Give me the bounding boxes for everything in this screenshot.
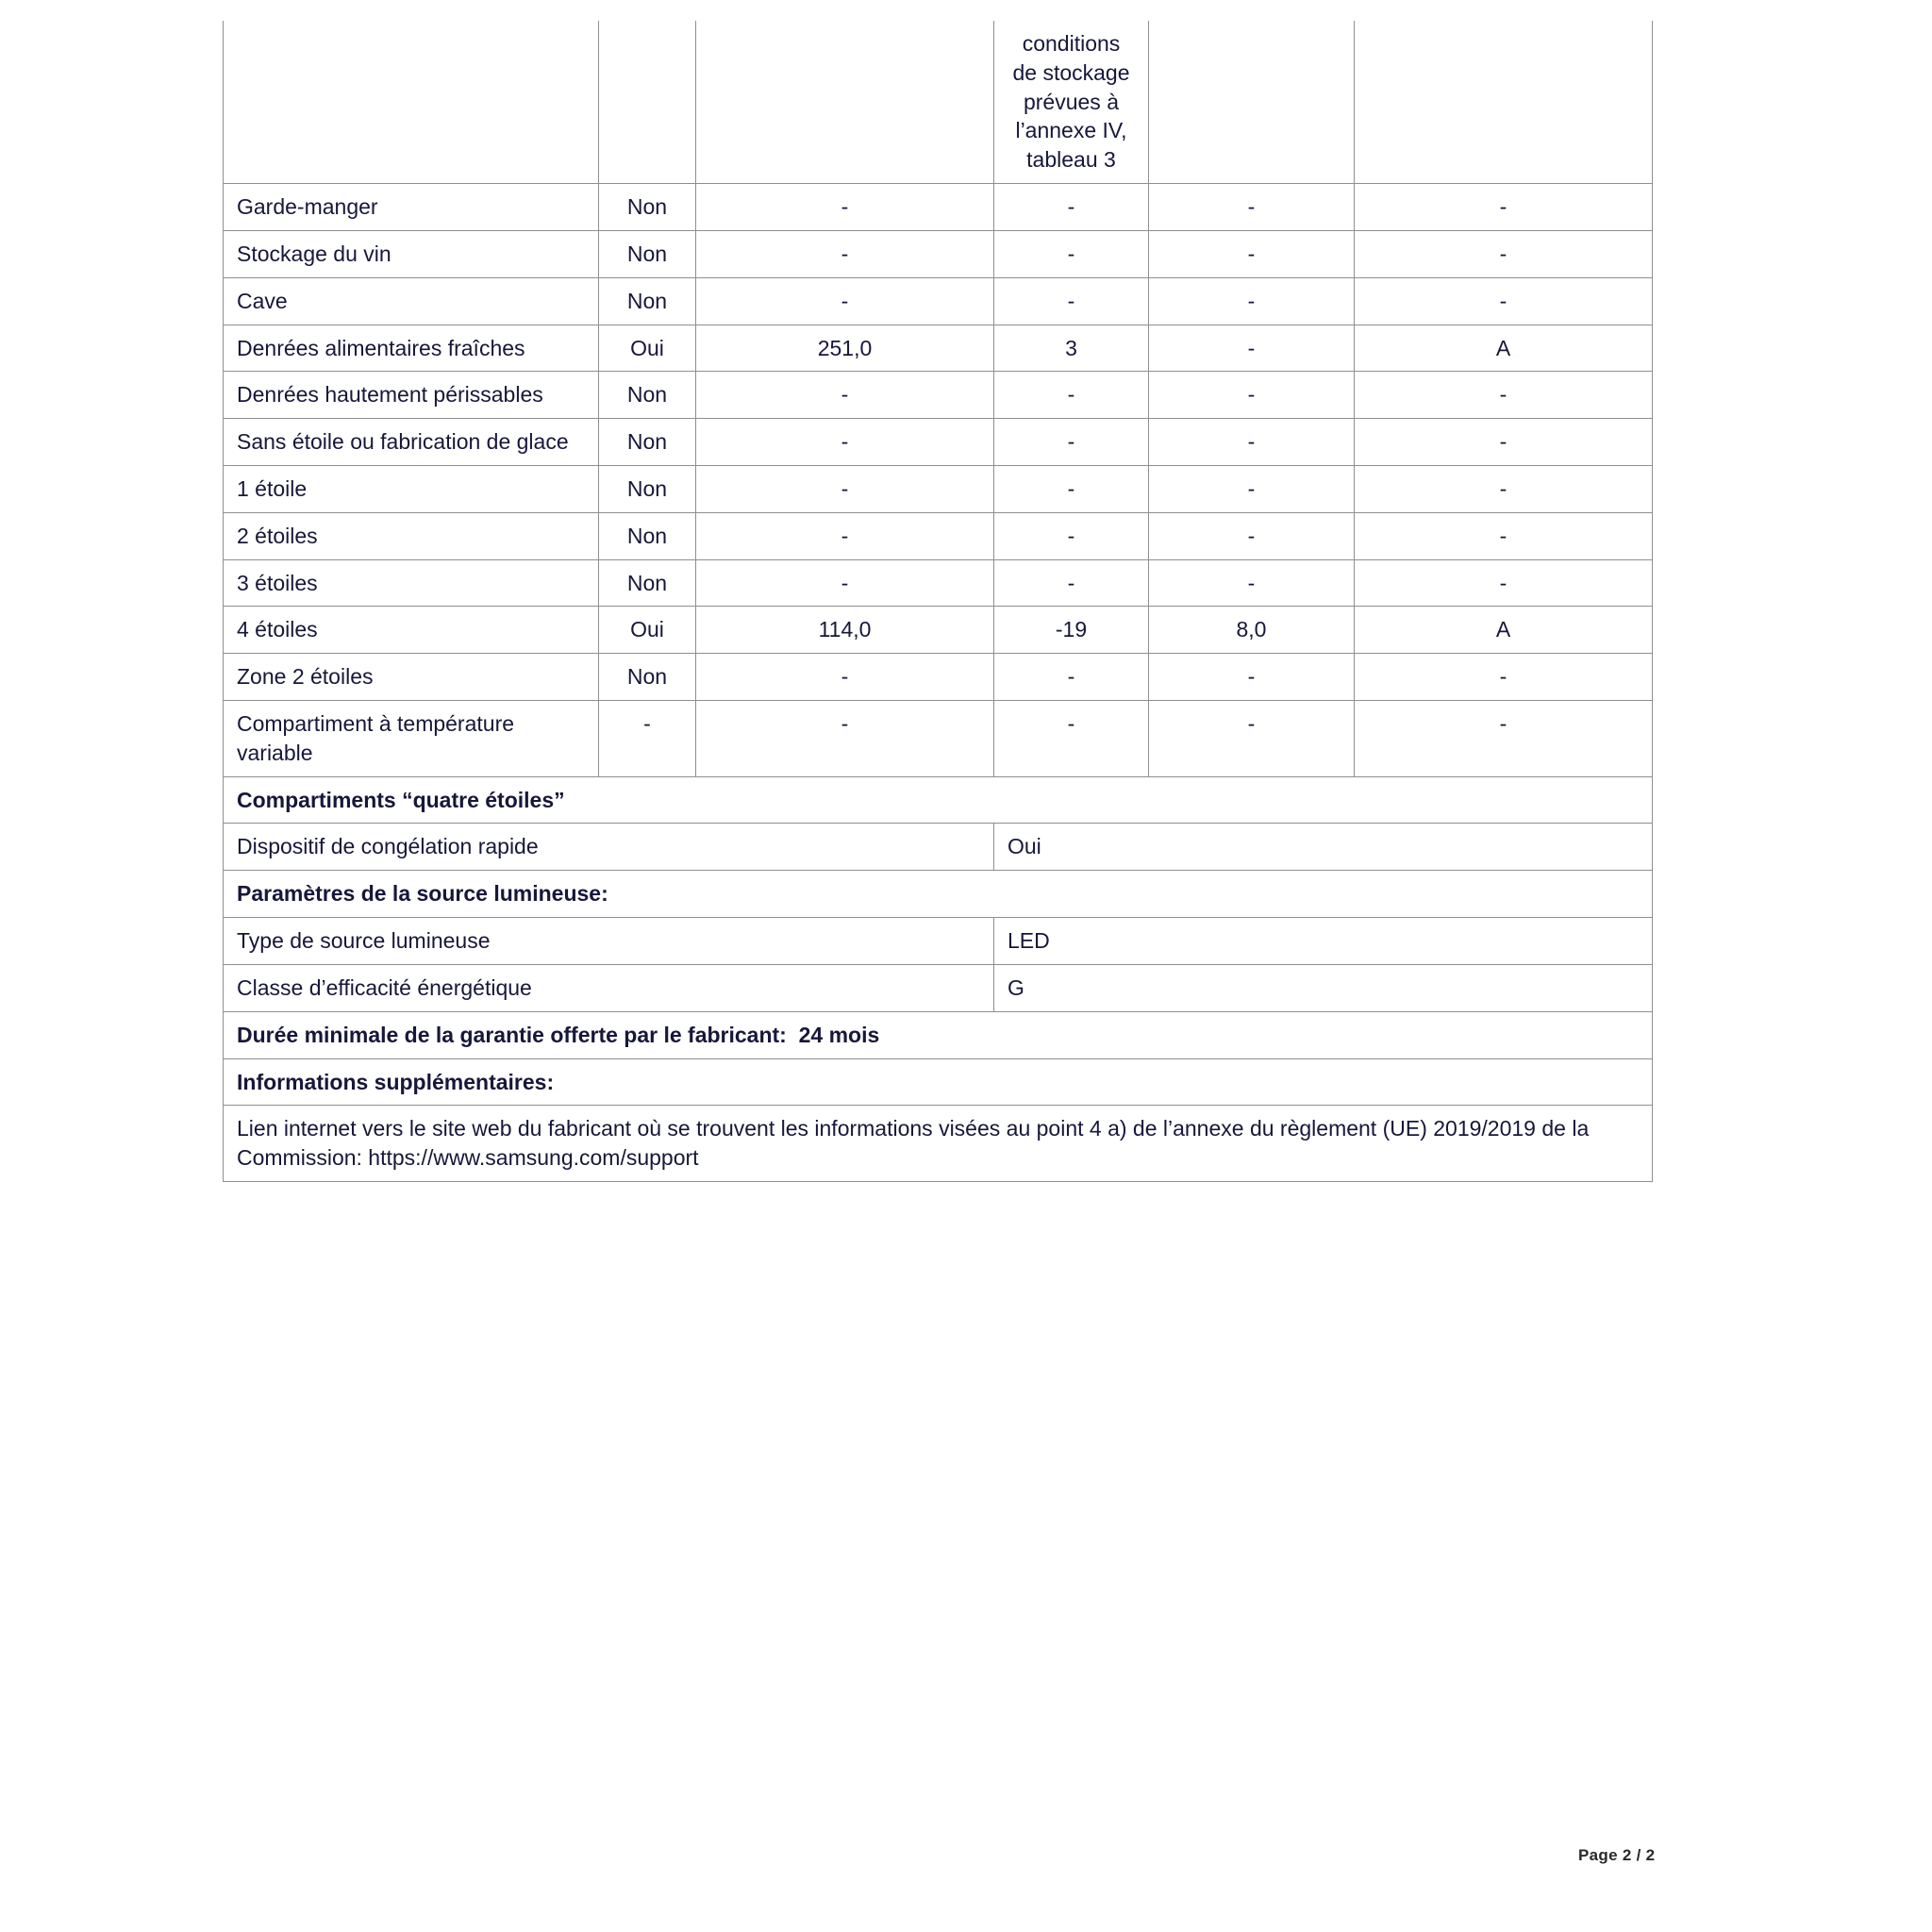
cell-humidity: - [1149, 465, 1355, 512]
cell-humidity: - [1149, 230, 1355, 277]
cell-temperature: - [994, 419, 1149, 466]
cell-humidity: - [1149, 654, 1355, 701]
table-row [224, 325, 1653, 372]
cell-temperature: - [994, 372, 1149, 419]
cell-temperature: - [994, 701, 1149, 777]
table-row [224, 184, 1653, 231]
cell-compartment-label: Stockage du vin [224, 230, 599, 277]
additional-info-text: Lien internet vers le site web du fabricant où se trouvent les informations visées au point 4 a) de l’annexe du règlement (UE) 2019/2019 de la Commission: https://www.samsung.com/support [224, 1106, 1653, 1182]
cell-compartment-label: Denrées alimentaires fraîches [224, 325, 599, 372]
light-source-section-title: Paramètres de la source lumineuse: [224, 871, 1653, 918]
cell-class: - [1355, 230, 1653, 277]
table-row-additional-info-text [224, 1106, 1653, 1182]
table-row [224, 607, 1653, 654]
section-row-additional-info [224, 1058, 1653, 1106]
header-cell-humidity [1149, 21, 1355, 184]
table-row-light-type [224, 918, 1653, 965]
table-row [224, 465, 1653, 512]
cell-volume: 114,0 [696, 607, 994, 654]
spec-sheet [223, 21, 1652, 1182]
light-efficiency-value: G [994, 964, 1653, 1011]
cell-present: Non [599, 419, 696, 466]
cell-present: Oui [599, 325, 696, 372]
cell-humidity: - [1149, 184, 1355, 231]
cell-temperature: -19 [994, 607, 1149, 654]
cell-temperature: - [994, 512, 1149, 559]
cell-temperature: - [994, 277, 1149, 325]
warranty-value: 24 mois [798, 1022, 880, 1047]
cell-class: - [1355, 184, 1653, 231]
table-row [224, 277, 1653, 325]
cell-compartment-label: 1 étoile [224, 465, 599, 512]
cell-volume: - [696, 372, 994, 419]
cell-present: Oui [599, 607, 696, 654]
cell-humidity: - [1149, 559, 1355, 607]
table-row-fast-freeze [224, 824, 1653, 871]
product-information-table [223, 21, 1653, 1182]
table-row [224, 654, 1653, 701]
cell-volume: - [696, 277, 994, 325]
cell-compartment-label: Cave [224, 277, 599, 325]
cell-class: - [1355, 701, 1653, 777]
light-efficiency-label: Classe d’efficacité énergétique [224, 964, 994, 1011]
table-row [224, 559, 1653, 607]
cell-humidity: - [1149, 325, 1355, 372]
table-row-light-efficiency [224, 964, 1653, 1011]
cell-temperature: - [994, 654, 1149, 701]
table-header-row [224, 21, 1653, 184]
cell-volume: - [696, 512, 994, 559]
cell-compartment-label: 4 étoiles [224, 607, 599, 654]
fast-freeze-label: Dispositif de congélation rapide [224, 824, 994, 871]
cell-present: Non [599, 654, 696, 701]
cell-present: Non [599, 559, 696, 607]
header-cell-volume [696, 21, 994, 184]
cell-compartment-label: 2 étoiles [224, 512, 599, 559]
additional-info-title: Informations supplémentaires: [224, 1058, 1653, 1106]
cell-present: Non [599, 465, 696, 512]
cell-compartment-label: Zone 2 étoiles [224, 654, 599, 701]
cell-class: - [1355, 559, 1653, 607]
table-row [224, 701, 1653, 777]
cell-class: - [1355, 419, 1653, 466]
cell-present: Non [599, 372, 696, 419]
cell-class: - [1355, 372, 1653, 419]
cell-class: - [1355, 465, 1653, 512]
cell-volume: - [696, 184, 994, 231]
header-cell-label [224, 21, 599, 184]
cell-present: Non [599, 512, 696, 559]
cell-compartment-label: Denrées hautement périssables [224, 372, 599, 419]
cell-humidity: - [1149, 701, 1355, 777]
cell-class: - [1355, 277, 1653, 325]
cell-volume: - [696, 465, 994, 512]
light-source-type-value: LED [994, 918, 1653, 965]
section-row-light-source [224, 871, 1653, 918]
table-row-warranty [224, 1011, 1653, 1058]
cell-present: Non [599, 184, 696, 231]
table-row [224, 230, 1653, 277]
cell-humidity: 8,0 [1149, 607, 1355, 654]
cell-humidity: - [1149, 512, 1355, 559]
cell-volume: - [696, 654, 994, 701]
four-star-section-title: Compartiments “quatre étoiles” [224, 776, 1653, 824]
cell-volume: 251,0 [696, 325, 994, 372]
cell-compartment-label: Sans étoile ou fabrication de glace [224, 419, 599, 466]
cell-volume: - [696, 419, 994, 466]
cell-humidity: - [1149, 277, 1355, 325]
table-row [224, 419, 1653, 466]
header-cell-storage-conditions: conditions de stockage prévues à l’annexe IV, tableau 3 [994, 21, 1149, 184]
cell-temperature: - [994, 230, 1149, 277]
cell-temperature: - [994, 559, 1149, 607]
cell-humidity: - [1149, 372, 1355, 419]
light-source-type-label: Type de source lumineuse [224, 918, 994, 965]
page-footer: Page 2 / 2 [1578, 1846, 1656, 1864]
fast-freeze-value: Oui [994, 824, 1653, 871]
cell-class: - [1355, 512, 1653, 559]
cell-temperature: - [994, 465, 1149, 512]
header-cell-present [599, 21, 696, 184]
cell-humidity: - [1149, 419, 1355, 466]
cell-temperature: - [994, 184, 1149, 231]
cell-volume: - [696, 701, 994, 777]
cell-class: A [1355, 607, 1653, 654]
cell-compartment-label: Compartiment à température variable [224, 701, 599, 777]
cell-volume: - [696, 559, 994, 607]
cell-present: Non [599, 277, 696, 325]
table-row [224, 512, 1653, 559]
cell-present: Non [599, 230, 696, 277]
warranty-row [224, 1011, 1653, 1058]
cell-class: - [1355, 654, 1653, 701]
cell-present: - [599, 701, 696, 777]
cell-class: A [1355, 325, 1653, 372]
header-cell-class [1355, 21, 1653, 184]
warranty-label: Durée minimale de la garantie offerte par le fabricant: [237, 1022, 787, 1047]
cell-compartment-label: Garde-manger [224, 184, 599, 231]
table-row [224, 372, 1653, 419]
cell-volume: - [696, 230, 994, 277]
section-row-four-star [224, 776, 1653, 824]
cell-temperature: 3 [994, 325, 1149, 372]
cell-compartment-label: 3 étoiles [224, 559, 599, 607]
